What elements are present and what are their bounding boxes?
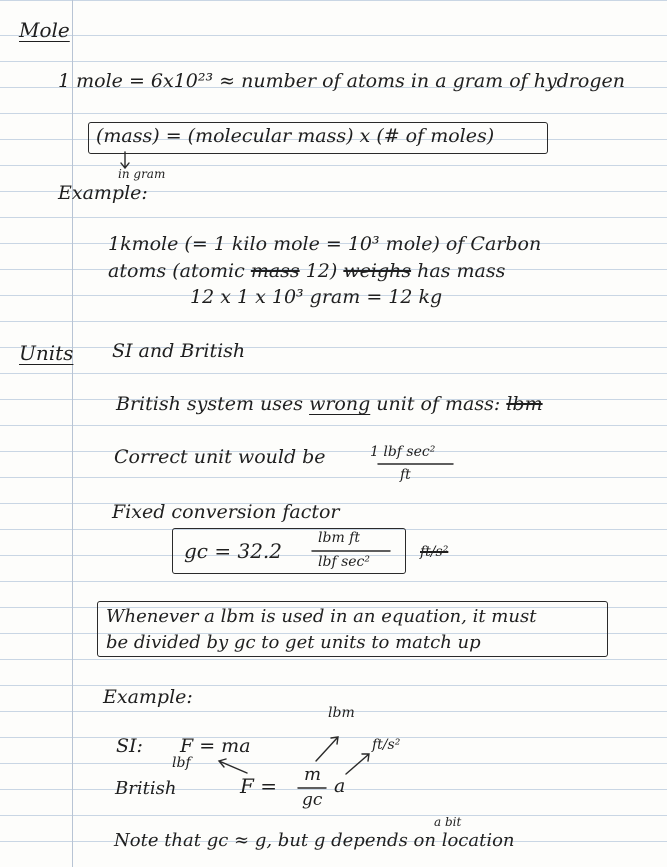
si-equation: F = ma — [180, 735, 251, 757]
example1-line3: 12 x 1 x 10³ gram = 12 kg — [190, 286, 443, 308]
example2-label: Example: — [103, 686, 193, 708]
gc-den: lbf sec² — [318, 554, 370, 570]
correct-unit-text: Correct unit would be — [114, 446, 326, 468]
british-label: British — [115, 778, 177, 799]
example1-line2 — [108, 262, 505, 281]
arrow-up-right-icon — [314, 733, 344, 763]
gc-fraction-bar — [312, 549, 392, 553]
british-b: unit of mass: — [376, 393, 501, 415]
gc-num: lbm ft — [318, 530, 360, 546]
british-eq-a: a — [334, 775, 346, 797]
example1-line2-strike2: weighs — [343, 260, 412, 282]
example1-label: Example: — [58, 182, 148, 204]
fts2-annotation: ft/s² — [372, 737, 401, 753]
example1-line2-b: 12) — [305, 260, 338, 282]
units-title: SI and British — [112, 340, 246, 362]
example1-line2-strike1: mass — [250, 260, 300, 282]
correct-unit-den: ft — [400, 467, 411, 483]
fraction-bar — [378, 462, 458, 466]
arrow-to-fts2-icon — [344, 750, 374, 776]
british-lbm: lbm — [506, 393, 543, 415]
units-heading: Units — [19, 341, 74, 365]
margin-line — [72, 0, 73, 867]
final-note: Note that gc ≈ g, but g depends on location — [114, 830, 515, 851]
example1-line2-c: has mass — [417, 260, 506, 282]
british-system-line — [116, 395, 543, 414]
mole-heading: Mole — [19, 18, 70, 42]
example1-line2-a: atoms (atomic — [108, 260, 245, 282]
gc-struck: ft/s² — [420, 544, 449, 560]
lbf-annotation: lbf — [172, 755, 191, 771]
correct-unit-num: 1 lbf sec² — [370, 444, 436, 460]
example1-line1: 1kmole (= 1 kilo mole = 10³ mole) of Carbon — [108, 233, 542, 255]
si-label: SI: — [116, 735, 143, 757]
lbm-annotation: lbm — [328, 705, 355, 721]
note-box-line2: be divided by gc to get units to match up — [106, 632, 481, 653]
in-gram-note: in gram — [118, 167, 166, 181]
mole-definition: 1 mole = 6x10²³ ≈ number of atoms in a gram of hydrogen — [58, 70, 626, 92]
fixed-conversion: Fixed conversion factor — [112, 501, 340, 523]
a-bit-annotation: a bit — [434, 815, 462, 829]
british-a: British system uses — [116, 393, 304, 415]
british-eq-num: m — [304, 764, 322, 785]
british-wrong: wrong — [309, 393, 371, 415]
british-eq-den: gc — [302, 790, 323, 810]
gc-lhs: gc = 32.2 — [184, 539, 283, 563]
british-eq-lhs: F = — [240, 774, 277, 798]
mass-formula: (mass) = (molecular mass) x (# of moles) — [96, 125, 495, 147]
note-box-line1: Whenever a lbm is used in an equation, it must — [106, 606, 537, 627]
